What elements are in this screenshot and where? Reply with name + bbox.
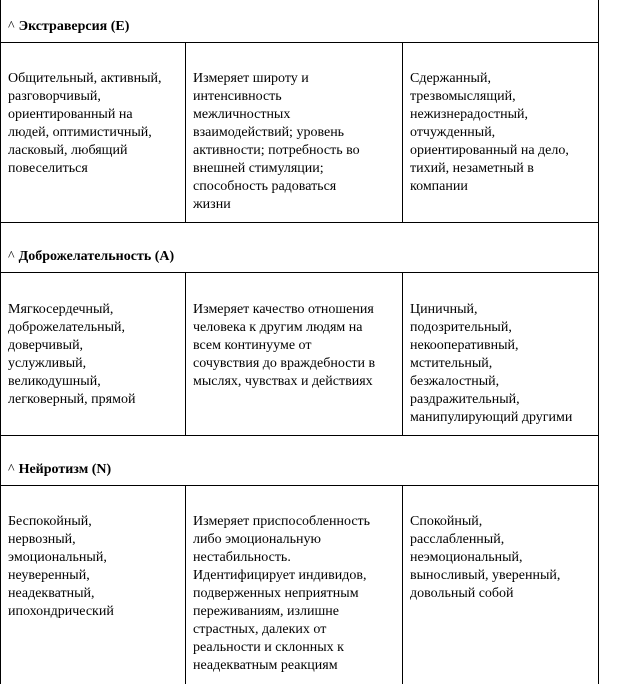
column-divider xyxy=(185,272,186,435)
column-divider xyxy=(402,272,403,435)
section-caret: ^ xyxy=(8,19,15,34)
trait-description: Измеряет широту и интенсивность межличностных взаимодействий; уровень активности; потребность во внешней стимуляции; способность радоваться жизни xyxy=(193,71,360,212)
trait-low-descriptors: Спокойный, расслабленный, неэмоциональный, выносливый, уверенный, довольный собой xyxy=(410,514,561,601)
section-heading-agreeableness xyxy=(8,249,174,265)
table-border-left xyxy=(0,0,1,684)
row-divider xyxy=(0,485,599,486)
table-border-right xyxy=(598,0,599,684)
trait-description: Измеряет приспособленность либо эмоциональную нестабильность. Идентифицирует индивидов, подверженных неприятным переживаниям, излишне страстных, далеких от реальности и склонных к неадекватным реакциям xyxy=(193,514,371,673)
section-heading-neuroticism xyxy=(8,462,111,478)
trait-low-descriptors: Сдержанный, трезвомыслящий, нежизнерадостный, отчужденный, ориентированный на дело, тихий, незаметный в компании xyxy=(410,71,569,194)
trait-description: Измеряет качество отношения человека к другим людям на всем континууме от сочувствия до враждебности в мыслях, чувствах и действиях xyxy=(193,302,376,389)
section-heading-extraversion xyxy=(8,19,129,35)
row-divider xyxy=(0,42,599,43)
column-divider xyxy=(185,485,186,684)
section-title: Экстраверсия (Е) xyxy=(18,19,130,34)
section-title: Доброжелательность (А) xyxy=(18,249,175,264)
section-title: Нейротизм (N) xyxy=(18,462,112,477)
trait-high-descriptors: Мягкосердечный, доброжелательный, доверчивый, услужливый, великодушный, легковерный, прямой xyxy=(8,302,136,407)
trait-low-descriptors: Циничный, подозрительный, некооперативный, мстительный, безжалостный, раздражительный, манипулирующий другими xyxy=(410,302,573,425)
column-divider xyxy=(185,42,186,222)
row-divider xyxy=(0,435,599,436)
column-divider xyxy=(402,42,403,222)
row-divider xyxy=(0,272,599,273)
row-divider xyxy=(0,222,599,223)
section-caret: ^ xyxy=(8,249,15,264)
trait-high-descriptors: Общительный, активный, разговорчивый, ориентированный на людей, оптимистичный, ласковый, любящий повеселиться xyxy=(8,71,162,176)
section-caret: ^ xyxy=(8,462,15,477)
column-divider xyxy=(402,485,403,684)
trait-high-descriptors: Беспокойный, нервозный, эмоциональный, неуверенный, неадекватный, ипохондрический xyxy=(8,514,114,619)
